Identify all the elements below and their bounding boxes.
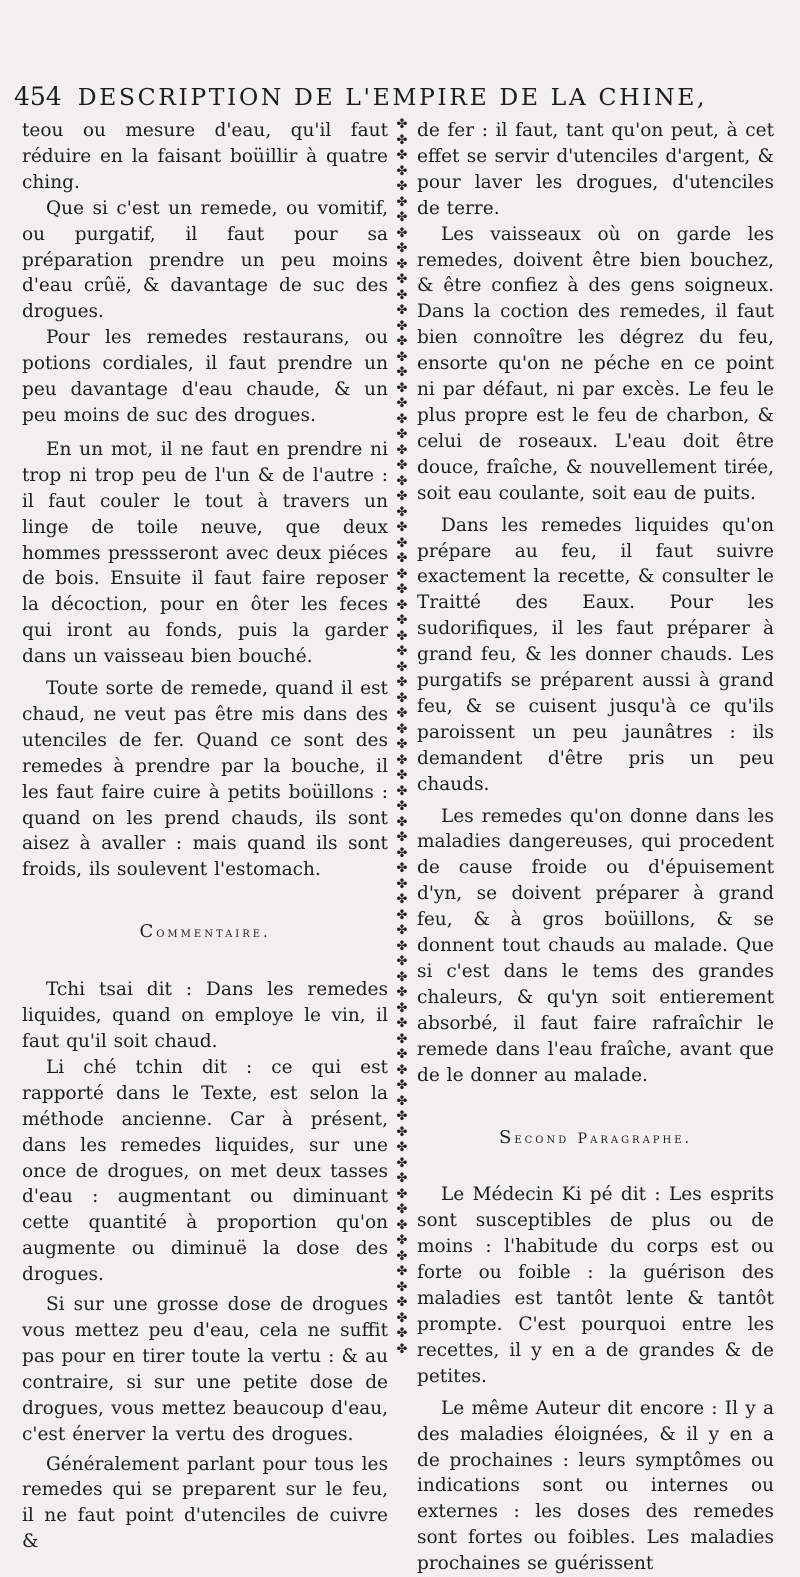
ornament-glyph: ✤ [396, 535, 408, 551]
ornament-glyph: ✤ [396, 969, 408, 985]
ornament-glyph: ✤ [396, 1217, 408, 1233]
ornament-glyph: ✤ [396, 210, 408, 225]
section-heading-second-paragraphe: Second Paragraphe. [498, 1126, 693, 1148]
ornament-glyph: ✤ [396, 1202, 408, 1217]
section-heading-commentaire: Commentaire. [139, 921, 271, 943]
ornament-glyph: ✤ [396, 892, 408, 907]
paragraph: Généralement parlant pour tous les remedes qui se preparent sur le feu, il ne faut point d'utenciles de cuivre & [22, 1453, 388, 1553]
ornament-glyph: ✤ [396, 163, 408, 179]
ornament-glyph: ✤ [396, 799, 408, 814]
ornament-glyph: ✤ [396, 551, 408, 566]
ornament-glyph: ✤ [396, 675, 408, 690]
paragraph: Le même Auteur dit encore : Il y a des maladies éloignées, & il y en a de prochaines : leurs symptômes ou indications sont ou internes ou externes : les doses des remedes sont fortes ou foibles. Les maladies prochaines se guérissent [417, 1397, 774, 1575]
ornament-glyph: ✤ [396, 1326, 408, 1341]
paragraph: Que si c'est un remede, ou vomitif, ou purgatif, il faut pour sa préparation prendre un peu moins d'eau crûë, & davantage de suc des drogues. [22, 197, 388, 323]
ornament-glyph: ✤ [396, 814, 408, 830]
ornament-glyph: ✤ [396, 473, 408, 489]
paragraph: Dans les remedes liquides qu'on prépare au feu, il faut suivre exactement la recette, & consulter le Traitté des Eaux. Pour les sudorifiques, il les faut préparer à grand feu, & les donner chauds. Les purgatifs se préparent aussi à grand feu, & se cuisent jusqu'à ce qu'ils paroissent un peu jaunâtres : ils demandent d'être pris un peu chauds. [417, 514, 774, 795]
ornament-glyph: ✤ [396, 861, 408, 876]
ornament-glyph: ✤ [396, 380, 408, 396]
ornament-glyph: ✤ [396, 1248, 408, 1264]
paragraph: de fer : il faut, tant qu'on peut, à cet effet se servir d'utenciles d'argent, & pour laver les drogues, d'utenciles de terre. [417, 120, 774, 219]
ornament-glyph: ✤ [396, 225, 408, 241]
ornament-glyph: ✤ [396, 628, 408, 644]
ornament-glyph: ✤ [396, 907, 408, 923]
ornament-glyph: ✤ [396, 303, 408, 318]
ornament-glyph: ✤ [396, 923, 408, 938]
paragraph: Les remedes qu'on donne dans les maladies dangereuses, qui procedent de cause froide ou d'épuisement d'yn, se doivent préparer à grand feu, & à gros boüillons, & se donnent tout chauds au malade. Que si c'est dans le tems des grandes chaleurs, & qu'yn soit entierement absorbé, il faut faire rafraîchir le remede dans l'eau fraîche, avant que de le donner au malade. [417, 805, 774, 1086]
ornament-glyph: ✤ [396, 334, 408, 349]
ornament-glyph: ✤ [396, 458, 408, 473]
ornament-glyph: ✤ [396, 1171, 408, 1186]
ornament-glyph: ✤ [396, 1186, 408, 1202]
paragraph: Li ché tchin dit : ce qui est rapporté dans le Texte, est selon la méthode ancienne. Car à présent, dans les remedes liquides, sur une once de drogues, on met deux tasses d'eau : augmentant ou diminuant cette quantité à proportion qu'on augmente ou diminuë la dose des drogues. [22, 1056, 388, 1286]
left-column [22, 118, 388, 1555]
ornament-glyph: ✤ [396, 148, 408, 163]
ornament-glyph: ✤ [396, 721, 408, 737]
ornament-glyph: ✤ [396, 597, 408, 613]
ornament-glyph: ✤ [396, 1295, 408, 1310]
ornament-glyph: ✤ [396, 1279, 408, 1295]
ornament-glyph: ✤ [396, 752, 408, 768]
ornament-glyph: ✤ [396, 783, 408, 799]
ornament-glyph: ✤ [396, 938, 408, 954]
ornament-glyph: ✤ [396, 1124, 408, 1140]
ornament-glyph: ✤ [396, 690, 408, 706]
ornament-glyph: ✤ [396, 411, 408, 427]
ornament-glyph: ✤ [396, 845, 408, 861]
ornament-glyph: ✤ [396, 876, 408, 892]
paragraph: Toute sorte de remede, quand il est chaud, ne veut pas être mis dans des utenciles de fer. Quand ce sont des remedes à prendre par la bouche, il les faut faire cuire à petits boüillons : quand on les prend chauds, ils sont aisez à avaller : mais quand ils sont froids, ils soulevent l'estomach. [22, 678, 388, 881]
ornament-glyph: ✤ [396, 1031, 408, 1047]
ornament-glyph: ✤ [396, 256, 408, 272]
ornament-glyph: ✤ [396, 830, 408, 845]
ornament-glyph: ✤ [396, 1109, 408, 1124]
page-number: 454 [14, 82, 62, 111]
ornament-glyph: ✤ [396, 272, 408, 287]
paragraph: Le Médecin Ki pé dit : Les esprits sont susceptibles de plus ou de moins : l'habitude du corps est ou forte ou foible : la guérison des maladies est tantôt lente & tantôt prompte. C'est pourquoi entre les recettes, il y en a de grandes & de petites. [417, 1184, 774, 1387]
ornament-glyph: ✤ [396, 1062, 408, 1078]
ornament-glyph: ✤ [396, 132, 408, 148]
ornament-glyph: ✤ [396, 442, 408, 458]
ornament-glyph: ✤ [396, 1000, 408, 1016]
ornament-glyph: ✤ [396, 1016, 408, 1031]
ornament-glyph: ✤ [396, 644, 408, 659]
ornament-glyph: ✤ [396, 194, 408, 210]
ornament-glyph: ✤ [396, 427, 408, 442]
ornament-glyph: ✤ [396, 613, 408, 628]
ornament-glyph: ✤ [396, 706, 408, 721]
paragraph: Les vaisseaux où on garde les remedes, doivent être bien bouchez, & être confiez à des gens soigneux. Dans la coction des remedes, il faut bien connoître les dégrez du feu, ensorte qu'on ne péche en ce point ni par défaut, ni par excès. Le feu le plus propre est le feu de charbon, & celui de roseaux. L'eau doit être douce, fraîche, & nouvellement tirée, soit eau coulante, soit eau de puits. [417, 223, 774, 504]
ornament-glyph: ✤ [396, 768, 408, 783]
ornament-glyph: ✤ [396, 117, 408, 132]
ornament-glyph: ✤ [396, 349, 408, 365]
ornament-glyph: ✤ [396, 737, 408, 752]
ornament-glyph: ✤ [396, 287, 408, 303]
ornament-glyph: ✤ [396, 396, 408, 411]
ornament-glyph: ✤ [396, 1078, 408, 1093]
ornament-glyph: ✤ [396, 659, 408, 675]
ornament-glyph: ✤ [396, 1341, 408, 1357]
ornament-glyph: ✤ [396, 489, 408, 504]
ornament-glyph: ✤ [396, 582, 408, 597]
ornament-glyph: ✤ [396, 1264, 408, 1279]
paragraph: Si sur une grosse dose de drogues vous mettez peu d'eau, cela ne suffit pas pour en tirer toute la vertu : & au contraire, si sur une petite dose de drogues, vous mettez beaucoup d'eau, c'est énerver la vertu des drogues. [22, 1294, 388, 1445]
ornament-glyph: ✤ [396, 365, 408, 380]
ornament-glyph: ✤ [396, 954, 408, 969]
running-title: DESCRIPTION DE L'EMPIRE DE LA CHINE, [77, 83, 708, 111]
ornament-glyph: ✤ [396, 566, 408, 582]
ornament-glyph: ✤ [396, 179, 408, 194]
column-separator [395, 117, 409, 1365]
paragraph: Tchi tsai dit : Dans les remedes liquides, quand on employe le vin, il faut qu'il soit chaud. [22, 979, 388, 1052]
ornament-glyph: ✤ [396, 520, 408, 535]
ornament-glyph: ✤ [396, 1310, 408, 1326]
ornament-glyph: ✤ [396, 318, 408, 334]
paragraph: En un mot, il ne faut en prendre ni trop ni trop peu de l'un & de l'autre : il faut couler le tout à travers un linge de toile neuve, que deux hommes pressseront avec deux piéces de bois. Ensuite il faut faire reposer la décoction, pour en ôter les feces qui iront au fonds, puis la garder dans un vaisseau bien bouché. [22, 438, 388, 668]
paragraph: Pour les remedes restaurans, ou potions cordiales, il faut prendre un peu davantage d'eau chaude, & un peu moins de suc des drogues. [22, 327, 388, 426]
ornament-glyph: ✤ [396, 241, 408, 256]
ornament-glyph: ✤ [396, 1140, 408, 1155]
ornament-glyph: ✤ [396, 1155, 408, 1171]
ornament-glyph: ✤ [396, 1047, 408, 1062]
ornament-glyph: ✤ [396, 504, 408, 520]
right-column [417, 118, 774, 1577]
ornament-glyph: ✤ [396, 1093, 408, 1109]
running-header [14, 82, 708, 116]
paragraph: teou ou mesure d'eau, qu'il faut réduire en la faisant boüillir à quatre ching. [22, 120, 388, 193]
ornament-glyph: ✤ [396, 1233, 408, 1248]
ornament-glyph: ✤ [396, 985, 408, 1000]
